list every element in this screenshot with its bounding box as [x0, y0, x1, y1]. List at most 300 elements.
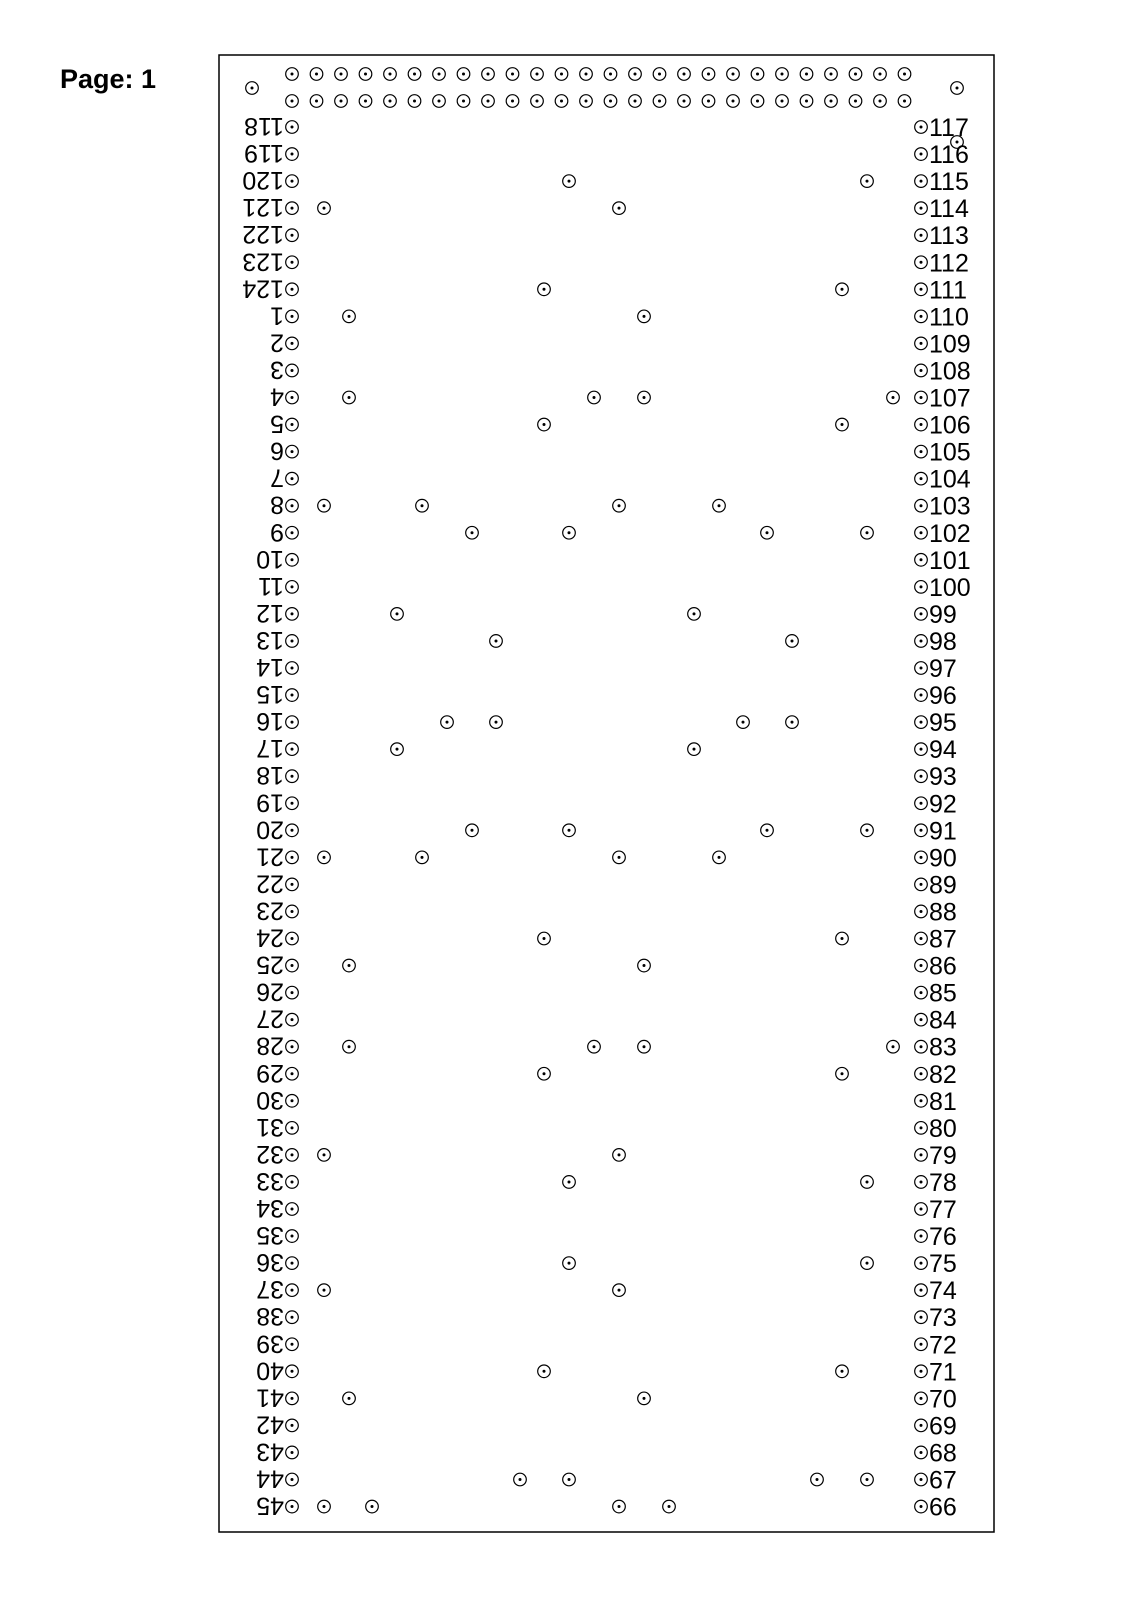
right-pin-number: 83	[929, 1033, 957, 1062]
interior-pad	[713, 499, 726, 512]
right-pin-pad	[915, 526, 928, 539]
interior-pad	[613, 1149, 626, 1162]
right-pin-pad	[915, 364, 928, 377]
interior-pad	[391, 743, 404, 756]
top-row-pad	[678, 95, 691, 108]
top-row-pad	[751, 95, 764, 108]
right-pin-pad	[915, 1446, 928, 1459]
interior-pad	[318, 1149, 331, 1162]
right-pin-pad	[915, 608, 928, 621]
right-pin-pad	[915, 1149, 928, 1162]
left-pin-number: 33	[256, 1166, 284, 1195]
interior-pad	[563, 526, 576, 539]
left-pin-pad	[286, 1257, 299, 1270]
right-pin-pad	[915, 932, 928, 945]
top-row-pad	[457, 68, 470, 81]
interior-pad	[563, 1257, 576, 1270]
left-pin-number: 7	[270, 463, 284, 492]
top-row-pad	[629, 68, 642, 81]
left-pin-number: 29	[256, 1058, 284, 1087]
right-pin-number: 82	[929, 1060, 957, 1089]
interior-pad	[861, 824, 874, 837]
interior-pad	[563, 175, 576, 188]
left-pin-number: 2	[270, 328, 284, 357]
top-row-pad	[678, 68, 691, 81]
interior-pad	[861, 526, 874, 539]
left-pin-number: 43	[256, 1437, 284, 1466]
top-row-pad	[335, 68, 348, 81]
right-pin-number: 84	[929, 1006, 957, 1035]
right-pin-pad	[915, 445, 928, 458]
interior-pad	[318, 1284, 331, 1297]
top-row-pad	[335, 95, 348, 108]
right-pin-pad	[915, 1013, 928, 1026]
right-pin-number: 90	[929, 844, 957, 873]
right-pin-pad	[915, 1500, 928, 1513]
left-pin-number: 122	[242, 220, 284, 249]
interior-pad	[391, 608, 404, 621]
left-pin-pad	[286, 1149, 299, 1162]
right-pin-pad	[915, 1122, 928, 1135]
right-pin-number: 114	[929, 195, 969, 224]
board-outline	[219, 55, 994, 1532]
left-pin-number: 4	[270, 382, 284, 411]
right-pin-number: 112	[929, 249, 969, 278]
interior-pad	[613, 1284, 626, 1297]
top-row-pad	[310, 95, 323, 108]
top-row-pad	[359, 68, 372, 81]
interior-pad	[538, 932, 551, 945]
right-pin-pad	[915, 1419, 928, 1432]
left-pin-number: 21	[256, 842, 284, 871]
top-row-pad	[506, 95, 519, 108]
left-pin-number: 17	[256, 734, 284, 763]
left-pin-number: 119	[244, 139, 284, 168]
interior-pad	[713, 851, 726, 864]
interior-pad	[811, 1473, 824, 1486]
right-pin-number: 100	[929, 573, 971, 602]
interior-pad	[836, 418, 849, 431]
interior-pad	[613, 1500, 626, 1513]
right-pin-number: 107	[929, 384, 971, 413]
top-row-pad	[580, 95, 593, 108]
left-pin-number: 32	[256, 1139, 284, 1168]
left-pin-number: 11	[258, 571, 284, 600]
top-row-pad	[433, 68, 446, 81]
left-pin-number: 10	[256, 544, 284, 573]
top-row-pad	[408, 68, 421, 81]
right-pin-pad	[915, 554, 928, 567]
interior-pad	[638, 959, 651, 972]
right-pin-pad	[915, 148, 928, 161]
interior-pad	[836, 932, 849, 945]
interior-pad	[466, 526, 479, 539]
right-pin-pad	[915, 1365, 928, 1378]
top-row-pad	[727, 95, 740, 108]
interior-pad	[786, 635, 799, 648]
left-pin-pad	[286, 202, 299, 215]
right-pin-pad	[915, 770, 928, 783]
interior-pad	[663, 1500, 676, 1513]
left-pin-pad	[286, 148, 299, 161]
right-pin-pad	[915, 851, 928, 864]
left-pin-number: 16	[256, 707, 284, 736]
left-pin-number: 41	[256, 1383, 284, 1412]
top-row-pad	[457, 95, 470, 108]
left-pin-pad	[286, 878, 299, 891]
left-pin-pad	[286, 1040, 299, 1053]
left-pin-pad	[286, 1013, 299, 1026]
right-pin-number: 102	[929, 519, 971, 548]
top-row-pad	[482, 95, 495, 108]
interior-pad	[588, 1040, 601, 1053]
right-pin-number: 81	[929, 1087, 957, 1116]
left-pin-pad	[286, 797, 299, 810]
right-pin-pad	[915, 1176, 928, 1189]
left-pin-pad	[286, 337, 299, 350]
left-pin-number: 28	[256, 1031, 284, 1060]
top-row-pad	[653, 95, 666, 108]
interior-pad	[761, 824, 774, 837]
top-row-pad	[359, 95, 372, 108]
top-row-pad	[776, 68, 789, 81]
right-pin-pad	[915, 1067, 928, 1080]
left-pin-pad	[286, 1419, 299, 1432]
right-pin-number: 105	[929, 438, 971, 467]
left-pin-pad	[286, 391, 299, 404]
left-pin-number: 12	[256, 598, 284, 627]
left-pin-number: 124	[242, 274, 284, 303]
right-pin-number: 79	[929, 1141, 957, 1170]
top-row-pad	[849, 68, 862, 81]
left-pin-number: 42	[256, 1410, 284, 1439]
top-row-pad	[408, 95, 421, 108]
right-pin-number: 69	[929, 1412, 957, 1441]
left-pin-pad	[286, 499, 299, 512]
right-pin-number: 73	[929, 1304, 957, 1333]
right-pin-number: 98	[929, 627, 957, 656]
right-pin-number: 89	[929, 871, 957, 900]
top-row-pad	[482, 68, 495, 81]
top-row-pad	[531, 68, 544, 81]
left-pin-pad	[286, 1338, 299, 1351]
left-pin-number: 30	[256, 1085, 284, 1114]
right-pin-number: 110	[929, 303, 969, 332]
left-pin-number: 118	[244, 112, 284, 140]
right-pin-pad	[915, 1095, 928, 1108]
interior-pad	[613, 202, 626, 215]
left-pin-number: 121	[242, 193, 284, 222]
top-row-pad	[629, 95, 642, 108]
left-pin-number: 31	[256, 1112, 284, 1141]
right-pin-number: 78	[929, 1168, 957, 1197]
right-pin-pad	[915, 581, 928, 594]
left-pin-pad	[286, 689, 299, 702]
left-pin-number: 6	[270, 436, 284, 465]
left-pin-number: 34	[256, 1194, 284, 1222]
right-pin-number: 109	[929, 330, 971, 359]
left-pin-pad	[286, 743, 299, 756]
interior-pad	[416, 851, 429, 864]
right-pin-pad	[915, 310, 928, 323]
interior-pad	[688, 608, 701, 621]
right-pin-pad	[915, 797, 928, 810]
interior-pad	[538, 1365, 551, 1378]
right-pin-pad	[915, 1257, 928, 1270]
top-row-pad	[555, 95, 568, 108]
right-pin-number: 75	[929, 1250, 957, 1279]
interior-pad	[861, 1257, 874, 1270]
left-pin-column	[242, 112, 298, 1520]
right-pin-pad	[915, 959, 928, 972]
interior-pad	[761, 526, 774, 539]
interior-pad	[613, 499, 626, 512]
left-pin-number: 37	[256, 1275, 284, 1304]
left-pin-pad	[286, 1122, 299, 1135]
left-pin-pad	[286, 256, 299, 269]
left-pin-pad	[286, 229, 299, 242]
interior-pad	[343, 310, 356, 323]
left-pin-pad	[286, 959, 299, 972]
left-pin-pad	[286, 1500, 299, 1513]
right-pin-pad	[915, 662, 928, 675]
left-pin-number: 35	[256, 1221, 284, 1250]
right-pin-number: 103	[929, 492, 971, 521]
interior-pad	[887, 391, 900, 404]
right-pin-number: 93	[929, 763, 957, 792]
right-pin-pad	[915, 1040, 928, 1053]
left-pin-number: 39	[256, 1329, 284, 1358]
left-pin-pad	[286, 662, 299, 675]
right-pin-pad	[915, 175, 928, 188]
left-pin-number: 25	[256, 950, 284, 979]
interior-pad	[343, 391, 356, 404]
top-row-pad	[776, 95, 789, 108]
interior-pad	[538, 1067, 551, 1080]
right-pin-number: 66	[929, 1493, 957, 1522]
interior-pad	[318, 499, 331, 512]
left-pin-pad	[286, 581, 299, 594]
interior-pad	[887, 1040, 900, 1053]
right-pin-number: 68	[929, 1439, 957, 1468]
left-pin-pad	[286, 986, 299, 999]
top-row-pad	[286, 68, 299, 81]
left-pin-number: 3	[270, 355, 284, 384]
right-pin-column	[915, 114, 971, 1522]
left-pin-pad	[286, 716, 299, 729]
left-pin-pad	[286, 310, 299, 323]
right-pin-number: 108	[929, 357, 971, 386]
right-pin-number: 111	[929, 276, 968, 305]
left-pin-pad	[286, 175, 299, 188]
top-row-pad	[702, 68, 715, 81]
left-pin-number: 23	[256, 896, 284, 925]
interior-pad	[861, 1176, 874, 1189]
left-pin-number: 24	[256, 923, 284, 952]
right-pin-pad	[915, 1230, 928, 1243]
corner-pad	[246, 82, 259, 95]
left-pin-pad	[286, 1473, 299, 1486]
right-pin-number: 76	[929, 1223, 957, 1252]
top-row-pad	[580, 68, 593, 81]
right-pin-number: 71	[929, 1358, 957, 1387]
right-pin-number: 80	[929, 1114, 957, 1143]
interior-pad	[466, 824, 479, 837]
top-row-pad	[506, 68, 519, 81]
left-pin-pad	[286, 283, 299, 296]
right-pin-number: 77	[929, 1196, 957, 1224]
interior-pad	[638, 310, 651, 323]
right-pin-number: 91	[929, 817, 957, 846]
top-row-pad	[874, 68, 887, 81]
right-pin-pad	[915, 418, 928, 431]
interior-pad	[613, 851, 626, 864]
left-pin-pad	[286, 1230, 299, 1243]
right-pin-number: 96	[929, 682, 957, 711]
interior-pad	[836, 1365, 849, 1378]
right-pin-pad	[915, 1311, 928, 1324]
right-pin-number: 116	[929, 141, 969, 170]
left-pin-pad	[286, 905, 299, 918]
interior-pad	[563, 1473, 576, 1486]
right-pin-pad	[915, 391, 928, 404]
left-pin-number: 120	[242, 166, 284, 195]
top-row-pad	[898, 68, 911, 81]
left-pin-pad	[286, 364, 299, 377]
right-pin-pad	[915, 635, 928, 648]
right-pin-number: 99	[929, 600, 957, 629]
left-pin-pad	[286, 635, 299, 648]
interior-pad	[538, 283, 551, 296]
right-pin-pad	[915, 878, 928, 891]
left-pin-number: 45	[256, 1491, 284, 1520]
left-pin-pad	[286, 1284, 299, 1297]
right-pin-pad	[915, 689, 928, 702]
right-pin-number: 87	[929, 925, 957, 954]
interior-pad	[563, 1176, 576, 1189]
left-pin-number: 8	[270, 490, 284, 519]
right-pin-pad	[915, 1203, 928, 1216]
left-pin-number: 36	[256, 1248, 284, 1277]
right-pin-number: 70	[929, 1385, 957, 1414]
top-row-pad	[727, 68, 740, 81]
left-pin-number: 1	[270, 301, 284, 330]
right-pin-pad	[915, 472, 928, 485]
left-pin-number: 40	[256, 1356, 284, 1385]
corner-pad	[951, 82, 964, 95]
top-row-pad	[604, 68, 617, 81]
top-row-pad	[874, 95, 887, 108]
left-pin-pad	[286, 554, 299, 567]
right-pin-pad	[915, 337, 928, 350]
right-pin-pad	[915, 283, 928, 296]
right-pin-pad	[915, 1473, 928, 1486]
left-pin-pad	[286, 472, 299, 485]
left-pin-pad	[286, 526, 299, 539]
top-row-pad	[531, 95, 544, 108]
interior-pad	[514, 1473, 527, 1486]
left-pin-pad	[286, 608, 299, 621]
left-pin-pad	[286, 1176, 299, 1189]
interior-pad	[441, 716, 454, 729]
interior-pad	[318, 1500, 331, 1513]
right-pin-pad	[915, 256, 928, 269]
left-pin-pad	[286, 824, 299, 837]
right-pin-number: 113	[929, 222, 969, 251]
left-pin-number: 19	[256, 788, 284, 817]
interior-pad	[318, 202, 331, 215]
interior-pad	[737, 716, 750, 729]
left-pin-pad	[286, 1392, 299, 1405]
left-pin-number: 22	[256, 869, 284, 898]
top-row-pad	[898, 95, 911, 108]
interior-pad	[343, 959, 356, 972]
interior-pad	[366, 1500, 379, 1513]
left-pin-pad	[286, 1446, 299, 1459]
right-pin-number: 74	[929, 1277, 957, 1306]
interior-pad	[638, 1040, 651, 1053]
right-pin-number: 101	[929, 546, 971, 575]
right-pin-number: 106	[929, 411, 971, 440]
interior-pad	[688, 743, 701, 756]
top-row-pad	[653, 68, 666, 81]
right-pin-number: 86	[929, 952, 957, 981]
top-row-pad	[800, 95, 813, 108]
right-pin-pad	[915, 202, 928, 215]
interior-pad	[638, 1392, 651, 1405]
top-row-pad	[751, 68, 764, 81]
left-pin-pad	[286, 445, 299, 458]
right-pin-pad	[915, 905, 928, 918]
right-pin-number: 115	[929, 168, 969, 197]
right-pin-pad	[915, 229, 928, 242]
right-pin-number: 88	[929, 898, 957, 927]
top-row-pad	[702, 95, 715, 108]
left-pin-number: 14	[256, 653, 284, 681]
left-pin-pad	[286, 1311, 299, 1324]
interior-pad	[490, 635, 503, 648]
top-row-pad	[825, 68, 838, 81]
interior-pad	[563, 824, 576, 837]
left-pin-number: 13	[256, 625, 284, 654]
right-pin-number: 67	[929, 1466, 957, 1495]
right-pin-pad	[915, 499, 928, 512]
page-label: Page: 1	[60, 64, 157, 94]
interior-pad	[638, 391, 651, 404]
right-pin-pad	[915, 121, 928, 134]
interior-pad	[861, 175, 874, 188]
left-pin-number: 18	[256, 761, 284, 790]
right-pin-number: 95	[929, 709, 957, 738]
interior-pad	[786, 716, 799, 729]
right-pin-number: 104	[929, 465, 971, 494]
top-row-pad	[384, 68, 397, 81]
left-pin-pad	[286, 1203, 299, 1216]
top-row-pad	[604, 95, 617, 108]
top-row-pad	[800, 68, 813, 81]
left-pin-number: 20	[256, 815, 284, 844]
right-pin-pad	[915, 716, 928, 729]
interior-pad	[416, 499, 429, 512]
left-pin-number: 38	[256, 1302, 284, 1331]
left-pin-number: 27	[256, 1004, 284, 1033]
left-pin-number: 26	[256, 977, 284, 1006]
right-pin-number: 117	[929, 114, 969, 142]
interior-pad	[490, 716, 503, 729]
top-row-pad	[849, 95, 862, 108]
top-row-pad	[310, 68, 323, 81]
left-pin-pad	[286, 851, 299, 864]
